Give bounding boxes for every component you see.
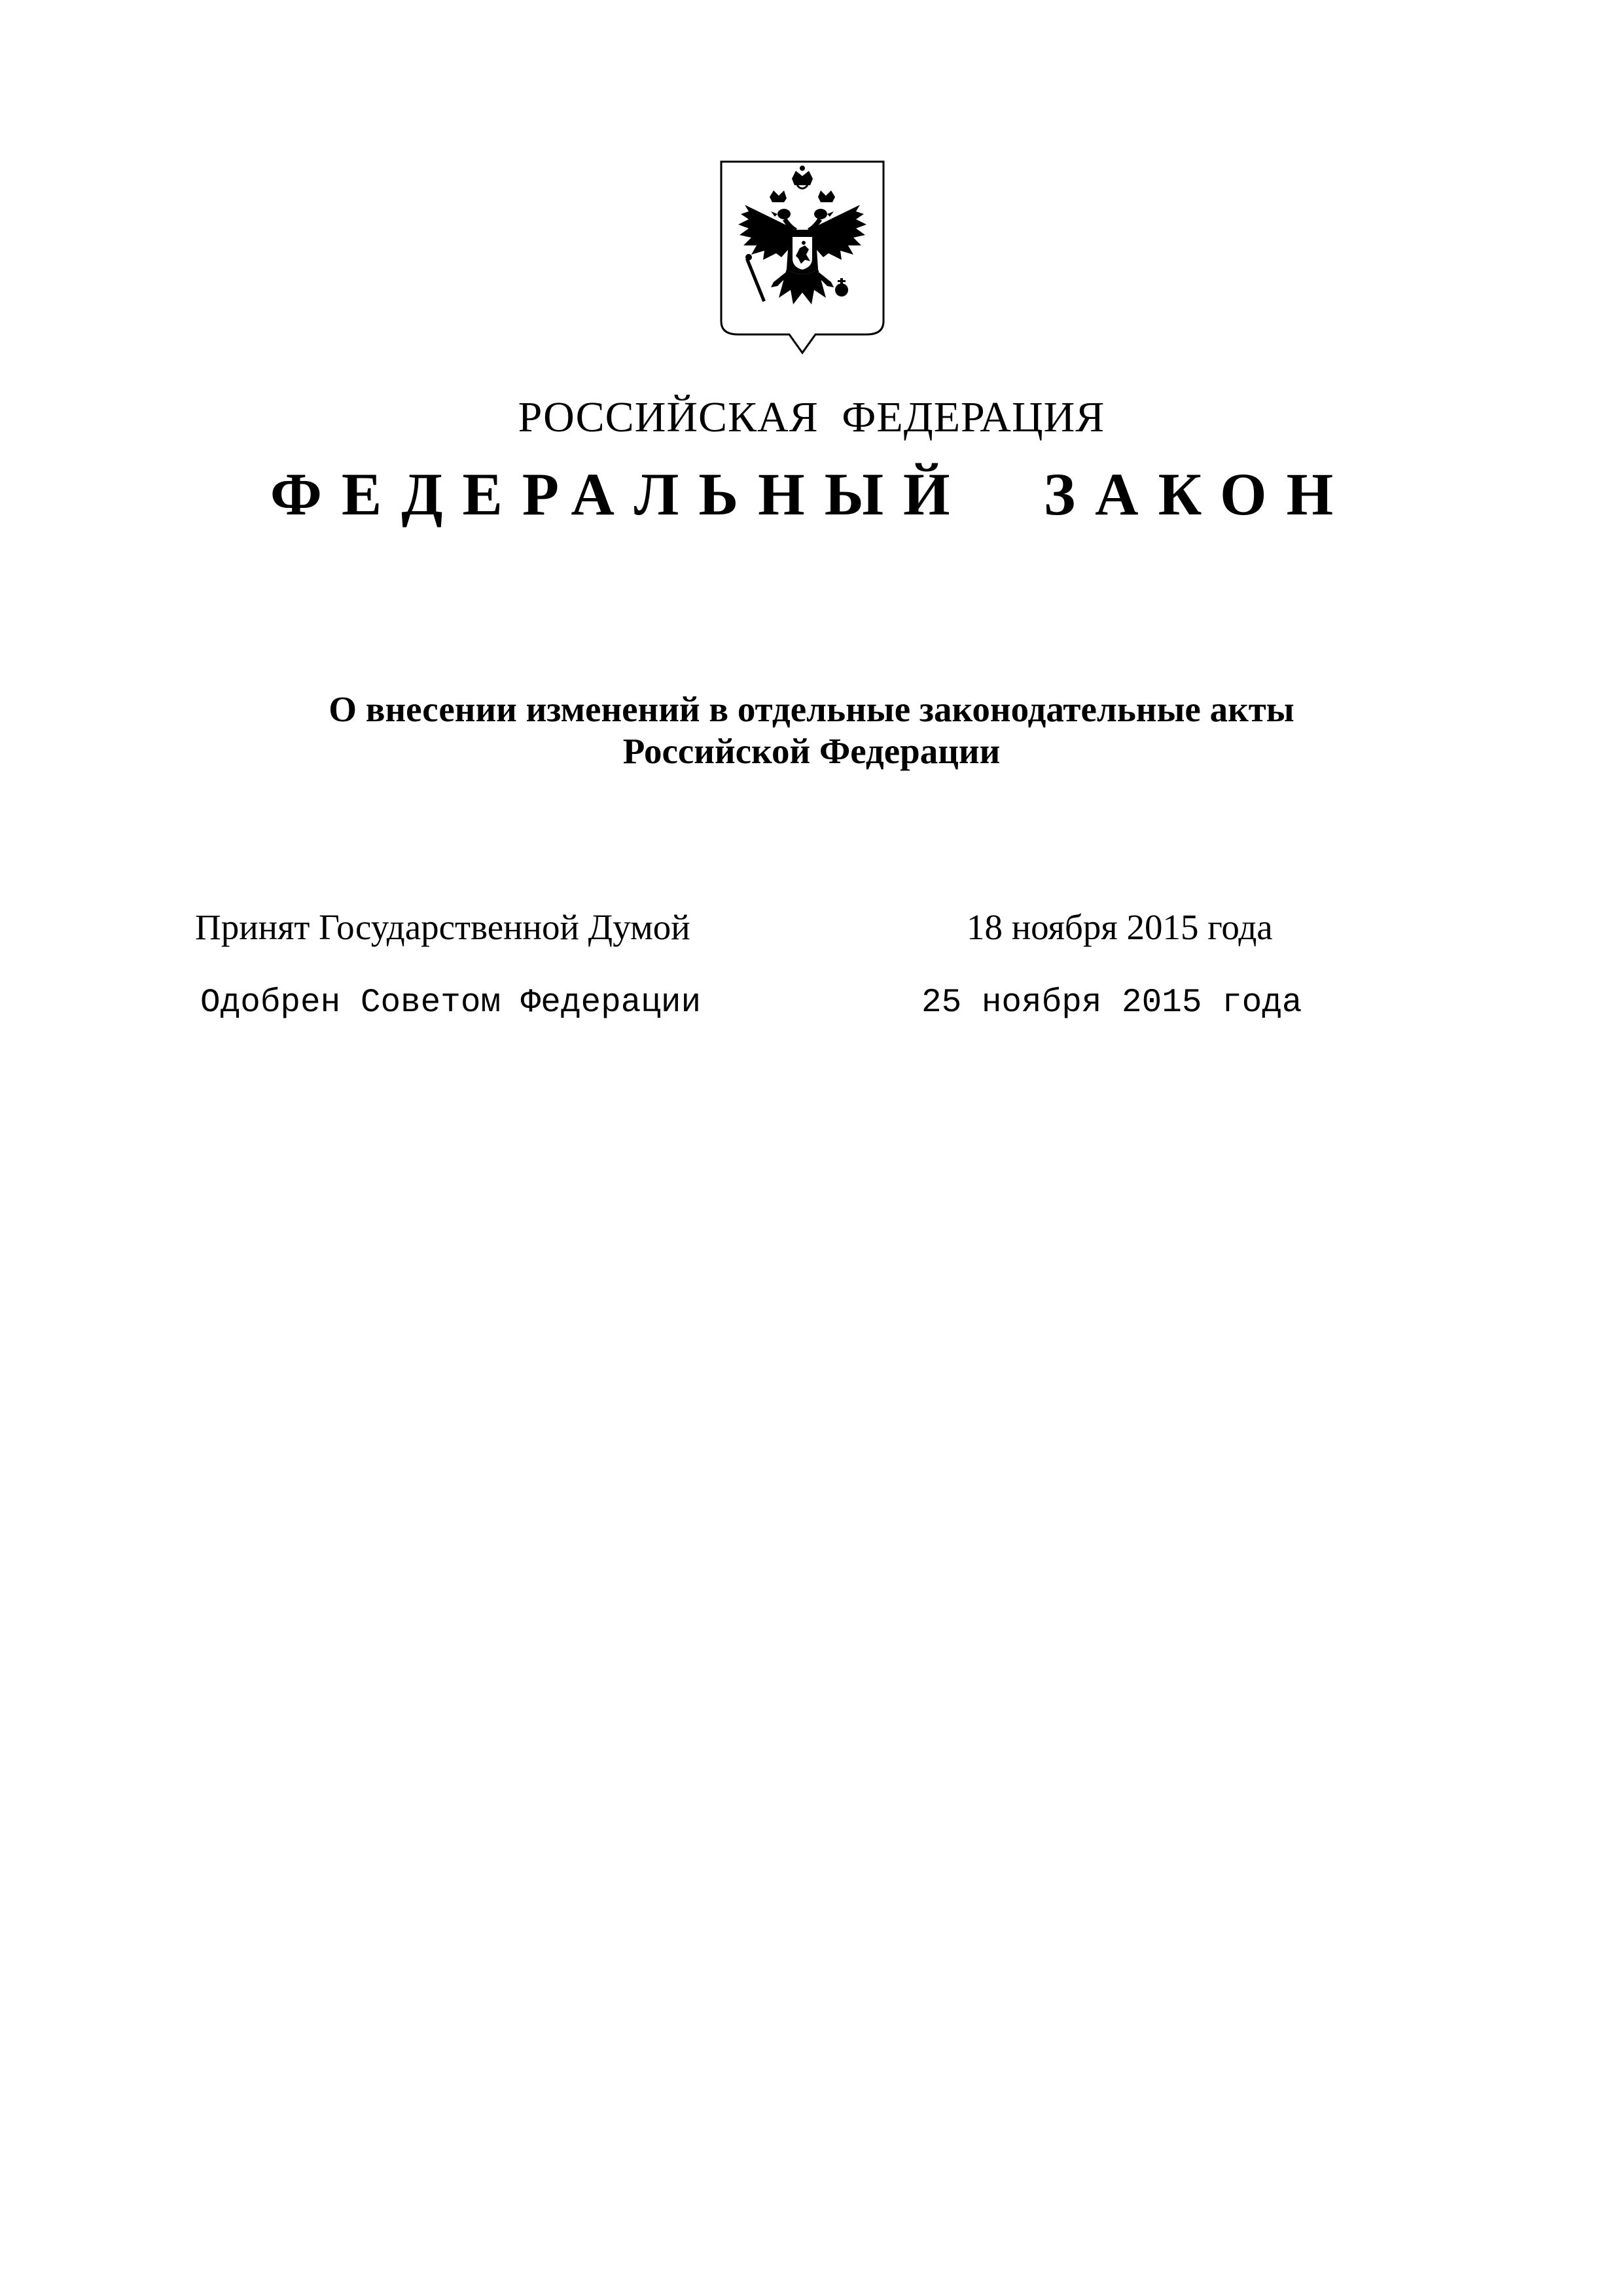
law-title-line-2: Российской Федерации — [622, 731, 1001, 771]
approval-label: Одобрен Советом Федерации — [200, 984, 702, 1022]
country-name: РОССИЙСКАЯ ФЕДЕРАЦИЯ — [518, 393, 1105, 441]
russian-coat-of-arms-icon — [719, 159, 886, 355]
adoption-date: 18 ноября 2015 года — [967, 907, 1273, 947]
law-title — [0, 689, 1623, 772]
adoption-label: Принят Государственной Думой — [195, 907, 690, 947]
law-title-line-1: О внесении изменений в отдельные законодательные акты — [329, 689, 1294, 729]
document-type-heading: ФЕДЕРАЛЬНЫЙ ЗАКОН — [270, 461, 1353, 528]
approval-date: 25 ноября 2015 года — [921, 984, 1302, 1022]
